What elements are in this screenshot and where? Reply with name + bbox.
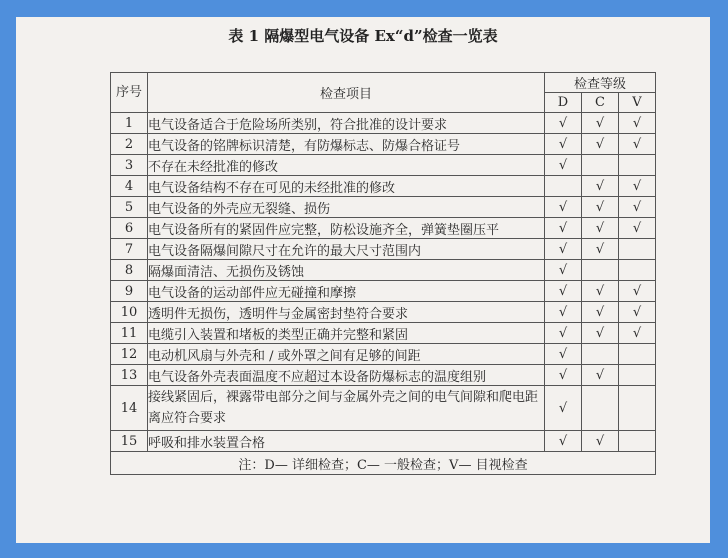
grade-v-check: √ (619, 281, 656, 302)
grade-c-header: C (582, 93, 619, 113)
grade-v-check (619, 386, 656, 431)
table-row (111, 323, 656, 344)
table-row (111, 155, 656, 176)
row-item: 电气设备适合于危险场所类别，符合批准的设计要求 (148, 113, 545, 134)
row-seq: 13 (111, 365, 148, 386)
table-row (111, 176, 656, 197)
grade-d-check: √ (545, 134, 582, 155)
row-seq: 6 (111, 218, 148, 239)
row-item: 电气设备隔爆间隙尺寸在允许的最大尺寸范围内 (148, 239, 545, 260)
grade-c-check: √ (582, 218, 619, 239)
table-row (111, 239, 656, 260)
row-item: 电缆引入装置和堵板的类型正确并完整和紧固 (148, 323, 545, 344)
row-seq: 7 (111, 239, 148, 260)
grade-d-header: D (545, 93, 582, 113)
grade-v-check (619, 260, 656, 281)
table-title: 表 1 隔爆型电气设备 Ex“d”检查一览表 (228, 27, 498, 45)
row-seq: 14 (111, 386, 148, 431)
grade-v-header: V (619, 93, 656, 113)
grade-d-check: √ (545, 218, 582, 239)
grade-d-check: √ (545, 197, 582, 218)
row-item: 电气设备所有的紧固件应完整，防松设施齐全，弹簧垫圈压平 (148, 218, 545, 239)
grade-c-check: √ (582, 365, 619, 386)
table-row (111, 260, 656, 281)
grade-v-check: √ (619, 176, 656, 197)
grade-v-check: √ (619, 113, 656, 134)
grade-c-check: √ (582, 302, 619, 323)
grade-d-check: √ (545, 239, 582, 260)
table-row (111, 386, 656, 431)
row-item: 透明件无损伤，透明件与金属密封垫符合要求 (148, 302, 545, 323)
table-row (111, 344, 656, 365)
row-item: 电动机风扇与外壳和 / 或外罩之间有足够的间距 (148, 344, 545, 365)
grade-d-check: √ (545, 344, 582, 365)
grade-v-check: √ (619, 323, 656, 344)
grade-c-check (582, 155, 619, 176)
grade-d-check: √ (545, 281, 582, 302)
row-item: 接线紧固后，裸露带电部分之间与金属外壳之间的电气间隙和爬电距离应符合要求 (148, 386, 545, 431)
grade-c-check: √ (582, 431, 619, 452)
table-row (111, 365, 656, 386)
document-page (16, 17, 710, 543)
row-seq: 1 (111, 113, 148, 134)
table-row (111, 197, 656, 218)
grade-v-check (619, 344, 656, 365)
row-seq: 9 (111, 281, 148, 302)
grade-d-check: √ (545, 155, 582, 176)
row-seq: 3 (111, 155, 148, 176)
table-row (111, 113, 656, 134)
grade-header: 检查等级 (545, 73, 656, 93)
inspection-table (110, 72, 656, 475)
seq-header: 序号 (111, 73, 148, 113)
row-seq: 4 (111, 176, 148, 197)
grade-v-check: √ (619, 197, 656, 218)
grade-c-check (582, 386, 619, 431)
grade-c-check: √ (582, 134, 619, 155)
grade-c-check: √ (582, 239, 619, 260)
row-seq: 2 (111, 134, 148, 155)
grade-d-check: √ (545, 113, 582, 134)
grade-c-check: √ (582, 323, 619, 344)
grade-v-check: √ (619, 302, 656, 323)
grade-c-check: √ (582, 176, 619, 197)
grade-v-check (619, 239, 656, 260)
grade-v-check (619, 431, 656, 452)
grade-c-check (582, 260, 619, 281)
grade-v-check (619, 155, 656, 176)
grade-d-check: √ (545, 386, 582, 431)
table-row (111, 281, 656, 302)
table-row (111, 302, 656, 323)
row-item: 电气设备结构不存在可见的未经批准的修改 (148, 176, 545, 197)
row-seq: 12 (111, 344, 148, 365)
grade-c-check (582, 344, 619, 365)
item-header: 检查项目 (148, 73, 545, 113)
note-row (111, 452, 656, 475)
table-row (111, 134, 656, 155)
grade-d-check: √ (545, 302, 582, 323)
row-item: 隔爆面清洁、无损伤及锈蚀 (148, 260, 545, 281)
grade-d-check: √ (545, 260, 582, 281)
row-item: 呼吸和排水装置合格 (148, 431, 545, 452)
row-seq: 11 (111, 323, 148, 344)
grade-d-check (545, 176, 582, 197)
grade-v-check (619, 365, 656, 386)
row-item: 电气设备的运动部件应无碰撞和摩擦 (148, 281, 545, 302)
grade-v-check: √ (619, 218, 656, 239)
grade-v-check: √ (619, 134, 656, 155)
row-item: 电气设备的外壳应无裂缝、损伤 (148, 197, 545, 218)
table-row (111, 431, 656, 452)
row-seq: 5 (111, 197, 148, 218)
table-note: 注：D— 详细检查；C— 一般检查；V— 目视检查 (111, 452, 656, 475)
grade-c-check: √ (582, 197, 619, 218)
grade-c-check: √ (582, 113, 619, 134)
grade-d-check: √ (545, 323, 582, 344)
row-item: 不存在未经批准的修改 (148, 155, 545, 176)
row-seq: 8 (111, 260, 148, 281)
row-seq: 15 (111, 431, 148, 452)
row-item: 电气设备的铭牌标识清楚，有防爆标志、防爆合格证号 (148, 134, 545, 155)
row-seq: 10 (111, 302, 148, 323)
grade-d-check: √ (545, 365, 582, 386)
grade-c-check: √ (582, 281, 619, 302)
table-row (111, 218, 656, 239)
grade-d-check: √ (545, 431, 582, 452)
row-item: 电气设备外壳表面温度不应超过本设备防爆标志的温度组别 (148, 365, 545, 386)
